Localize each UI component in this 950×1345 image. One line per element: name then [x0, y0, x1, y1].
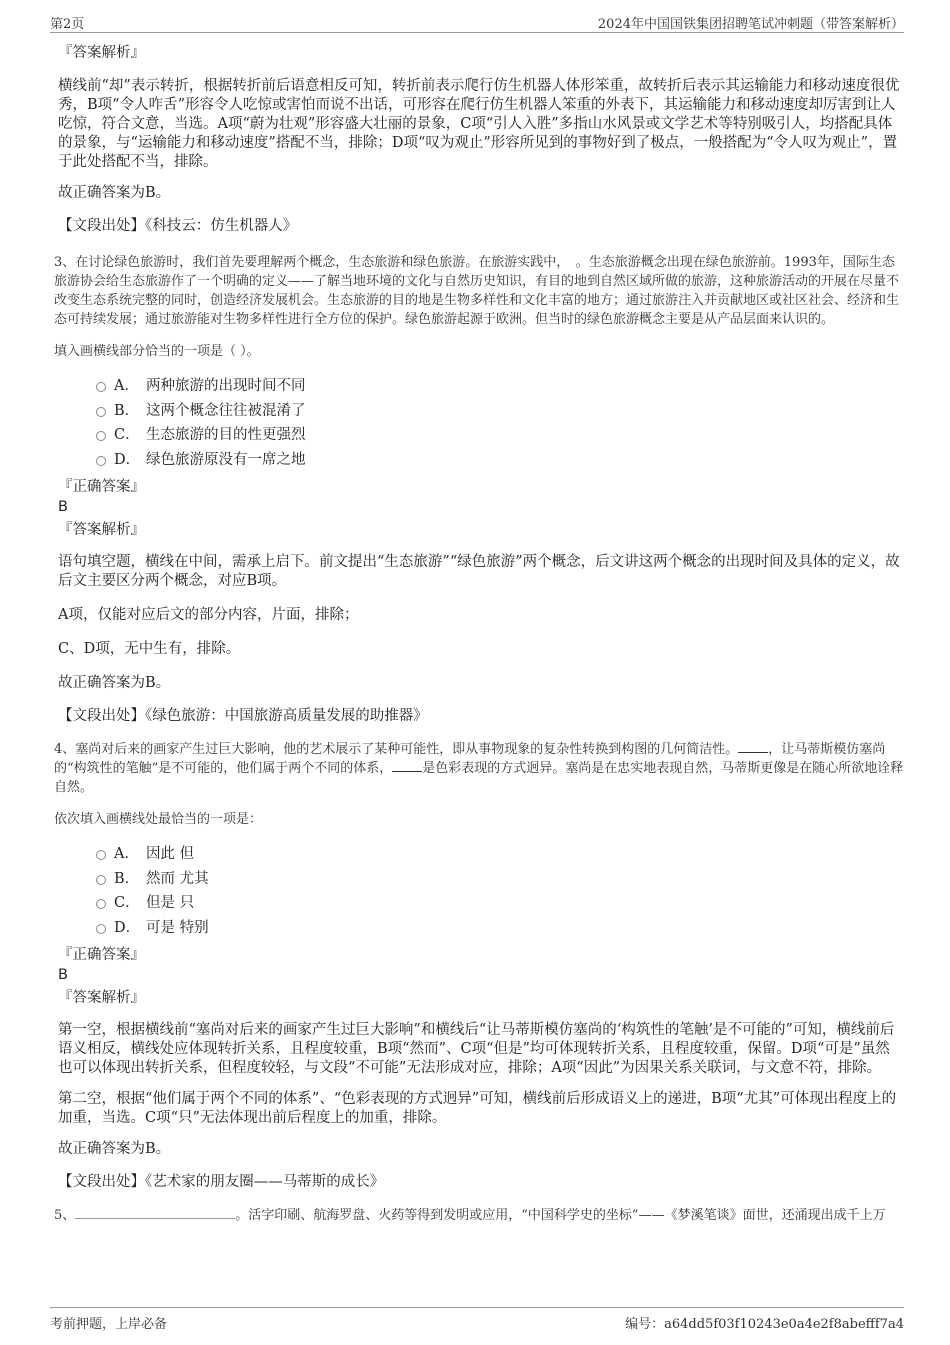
- option-text: 这两个概念往往被混淆了: [146, 402, 306, 419]
- option-c[interactable]: [54, 891, 904, 916]
- option-letter: B．: [114, 870, 140, 887]
- question-prompt: 依次填入画横线处最恰当的一项是：: [54, 812, 263, 827]
- analysis-text: 横线前“却”表示转折，根据转折前后语意相反可知，转折前表示爬行仿生机器人体形笨重，故转折后表示其运输能力和移动速度很优秀，B项“令人咋舌”形容令人吃惊或害怕而说不出话，可形容在爬行仿生机器人笨重的外表下，其运输能力和移动速度却厉害到让人吃惊，符合文意，当选。A项“蔚为壮观”形容盛大壮丽的景象，C项“引人入胜”多指山水风景或文学艺术等特别吸引人，均搭配具体的景象，与“运输能力和移动速度”搭配不当，排除；D项“叹为观止”形容所见到的事物好到了极点，一般搭配为“令人叹为观止”，置于此处搭配不当，排除。: [58, 78, 900, 170]
- option-letter: A．: [114, 378, 139, 394]
- question-text: 3、在讨论绿色旅游时，我们首先要理解两个概念，生态旅游和绿色旅游。在旅游实践中， 。生态旅游概念出现在绿色旅游前。1993年，国际生态旅游协会给生态旅游作了一个明确的定义——了解当地环境的文化与自然历史知识，有目的地到自然区域所做的旅游，这种旅游活动的开展在尽量不改变生态系统完整的同时，创造经济发展机会。生态旅游的目的地是生物多样性和文化丰富的地方；通过旅游注入并贡献地区或社区社会、经济和生态可持续发展；通过旅游能对生物多样性进行全方位的保护。绿色旅游起源于欧洲。但当时的绿色旅游概念主要是从产品层面来认识的。: [54, 255, 900, 327]
- page-footer: [50, 1307, 904, 1330]
- answer-value: B: [58, 499, 68, 515]
- option-text: 因此 但: [146, 846, 195, 862]
- radio-icon[interactable]: [96, 407, 106, 417]
- option-text: 可是 特别: [146, 919, 209, 936]
- analysis-text: 第一空，根据横线前“塞尚对后来的画家产生过巨大影响”和横线后“让马蒂斯模仿塞尚的‘构筑性的笔触’是不可能的”可知，横线前后语义相反，横线处应体现转折关系，且程度较重，B项“然而”、C项“但是”均可体现转折关系，且程度较重，保留。D项“可是”虽然也可以体现出转折关系，但程度较轻，与文段“不可能”无法形成对应，排除；A项“因此”为因果关系关联词，与文意不符，排除。: [58, 1022, 895, 1076]
- fill-blank: [392, 771, 422, 772]
- source-citation: 【文段出处】《绿色旅游：中国旅游高质量发展的助推器》: [58, 708, 428, 724]
- analysis-label: 『答案解析』: [58, 990, 145, 1006]
- question-prompt: 填入画横线部分恰当的一项是（ ）。: [54, 344, 260, 359]
- analysis-text: 语句填空题，横线在中间，需承上启下。前文提出“生态旅游”“绿色旅游”两个概念，后文讲这两个概念的出现时间及具体的定义，故后文主要区分两个概念，对应B项。: [58, 554, 900, 589]
- page-number: 第2页: [50, 17, 85, 32]
- option-d[interactable]: [54, 916, 904, 941]
- option-a[interactable]: [54, 374, 904, 399]
- answer-label: 『正确答案』: [58, 947, 145, 963]
- option-letter: C．: [114, 427, 140, 443]
- option-a[interactable]: [54, 842, 904, 867]
- option-b[interactable]: [54, 867, 904, 892]
- analysis-label: 『答案解析』: [58, 45, 145, 61]
- radio-icon[interactable]: [96, 382, 106, 392]
- analysis-text: A项，仅能对应后文的部分内容，片面，排除；: [58, 607, 359, 623]
- fill-blank: [738, 752, 768, 753]
- radio-icon[interactable]: [96, 850, 106, 860]
- page-header: [50, 10, 904, 33]
- option-letter: B．: [114, 402, 140, 419]
- option-b[interactable]: [54, 399, 904, 424]
- answer-value: B: [58, 967, 68, 983]
- conclusion-text: 故正确答案为B。: [58, 185, 171, 201]
- option-text: 但是 只: [146, 895, 195, 911]
- radio-icon[interactable]: [96, 899, 106, 909]
- question-text: 5、 。活字印刷、航海罗盘、火药等得到发明或应用，“中国科学史的坐标”——《梦溪笔谈》面世，还涌现出成千上万: [54, 1208, 886, 1223]
- question-text: 4、塞尚对后来的画家产生过巨大影响，他的艺术展示了某种可能性，即从事物现象的复杂性转换到构图的几何简洁性。 ，让马蒂斯模仿塞尚的“构筑性的笔触”是不可能的，他们属于两个不同的体系， 是色彩表现的方式迥异。塞尚是在忠实地表现自然，马蒂斯更像是在随心所欲地诠释自然。: [54, 742, 904, 795]
- document-body: [54, 38, 904, 1238]
- conclusion-text: 故正确答案为B。: [58, 1141, 171, 1157]
- fill-blank: [75, 1218, 235, 1219]
- document-title: 2024年中国国铁集团招聘笔试冲刺题（带答案解析）: [597, 17, 904, 32]
- document-id: 编号：a64dd5f03f10243e0a4e2f8abefff7a4: [625, 1317, 904, 1332]
- question-5: [54, 1206, 904, 1225]
- option-list: [54, 842, 904, 940]
- analysis-label: 『答案解析』: [58, 522, 145, 538]
- option-list: [54, 374, 904, 472]
- option-letter: D．: [114, 451, 141, 468]
- question-2-tail: [54, 42, 904, 237]
- analysis-text: 第二空，根据“他们属于两个不同的体系”、“色彩表现的方式迥异”可知，横线前后形成语义上的递进，B项“尤其”可体现出程度上的加重，当选。C项“只”无法体现出前后程度上的加重，排除。: [58, 1091, 897, 1126]
- option-c[interactable]: [54, 423, 904, 448]
- footer-slogan: 考前押题，上岸必备: [50, 1317, 168, 1332]
- question-3: [54, 253, 904, 727]
- radio-icon[interactable]: [96, 456, 106, 466]
- analysis-text: C、D项，无中生有，排除。: [58, 641, 241, 657]
- radio-icon[interactable]: [96, 875, 106, 885]
- radio-icon[interactable]: [96, 431, 106, 441]
- option-text: 绿色旅游原没有一席之地: [146, 451, 306, 468]
- option-letter: C．: [114, 895, 140, 911]
- radio-icon[interactable]: [96, 924, 106, 934]
- conclusion-text: 故正确答案为B。: [58, 675, 171, 691]
- answer-label: 『正确答案』: [58, 479, 145, 495]
- option-text: 两种旅游的出现时间不同: [146, 378, 306, 394]
- source-citation: 【文段出处】《科技云：仿生机器人》: [58, 218, 298, 234]
- option-letter: D．: [114, 919, 141, 936]
- question-4: [54, 740, 904, 1193]
- option-letter: A．: [114, 846, 139, 862]
- option-text: 生态旅游的目的性更强烈: [146, 427, 306, 443]
- option-text: 然而 尤其: [146, 870, 209, 887]
- source-citation: 【文段出处】《艺术家的朋友圈——马蒂斯的成长》: [58, 1174, 385, 1190]
- option-d[interactable]: [54, 448, 904, 473]
